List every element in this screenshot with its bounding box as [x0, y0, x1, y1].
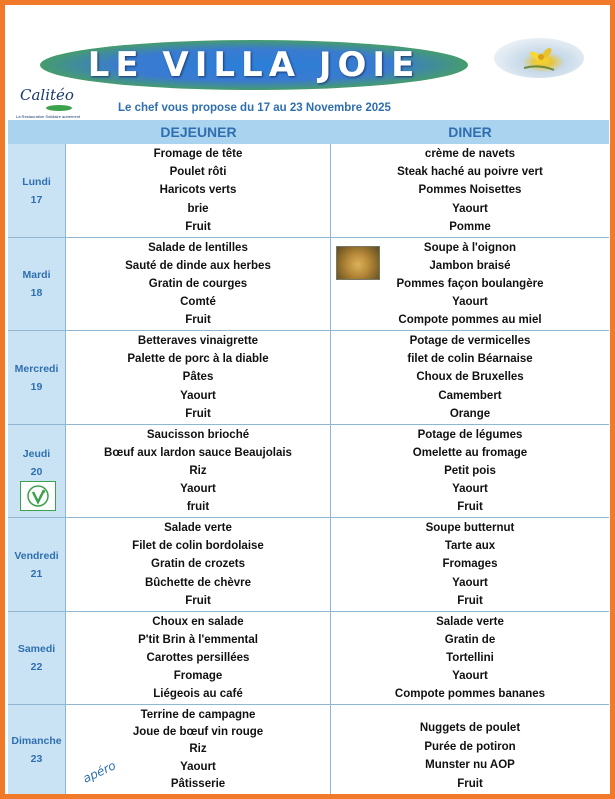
dinner-dish: Salade verte	[436, 616, 504, 628]
day-date: 22	[30, 661, 43, 673]
lunch-dish: Bœuf aux lardon sauce Beaujolais	[104, 447, 292, 459]
logo-text: Calitéo	[20, 86, 74, 104]
day-name: Lundi	[22, 175, 51, 188]
lunch-dish: Riz	[189, 465, 207, 477]
title-banner	[40, 40, 468, 90]
flower-photo	[494, 38, 584, 78]
lunch-dish: Sauté de dinde aux herbes	[125, 260, 271, 272]
day-date: 18	[30, 287, 43, 299]
lunch-dish: Yaourt	[180, 483, 216, 495]
day-row-dimanche	[8, 705, 609, 794]
table-header	[8, 120, 609, 144]
lunch-dish: Pâtisserie	[170, 778, 226, 791]
dinner-dish: Omelette au fromage	[412, 447, 528, 459]
dinner-dish: Fruit	[457, 594, 483, 607]
lunch-dish: Fruit	[185, 220, 211, 233]
day-date: 17	[30, 193, 43, 206]
lunch-dish: Betteraves vinaigrette	[137, 335, 259, 348]
day-label	[8, 238, 66, 330]
dinner-dish: Munster nu AOP	[425, 759, 515, 772]
dinner-dish: Pommes façon boulangère	[396, 278, 544, 290]
lunch-cell	[66, 705, 331, 794]
day-name: Vendredi	[14, 549, 59, 562]
day-row-mercredi	[8, 331, 609, 425]
day-date: 20	[30, 466, 43, 478]
day-label	[8, 612, 66, 704]
lunch-dish: Fromage	[173, 670, 223, 682]
lunch-dish: Liégeois au café	[153, 688, 243, 700]
dinner-dish: filet de colin Béarnaise	[407, 353, 533, 366]
dinner-dish: Yaourt	[452, 483, 488, 495]
dinner-dish: Yaourt	[452, 576, 488, 589]
day-date: 19	[30, 380, 43, 393]
lunch-dish: Gratin de crozets	[151, 558, 245, 571]
dinner-cell	[331, 612, 609, 704]
dinner-header: DINER	[448, 124, 492, 140]
menu-period: Le chef vous propose du 17 au 23 Novembre 2025	[118, 102, 391, 114]
dinner-dish: Petit pois	[444, 465, 496, 477]
lunch-dish: Bûchette de chèvre	[144, 576, 252, 589]
day-label	[8, 705, 66, 794]
lunch-cell	[66, 612, 331, 704]
day-row-samedi	[8, 612, 609, 705]
dinner-dish: crème de navets	[424, 148, 516, 161]
dinner-dish: Jambon braisé	[429, 260, 511, 272]
lunch-dish: Poulet rôti	[169, 166, 227, 179]
lunch-dish: Fruit	[185, 314, 211, 326]
lunch-cell	[66, 144, 331, 237]
lunch-dish: P'tit Brin à l'emmental	[138, 634, 258, 646]
dinner-cell	[331, 331, 609, 424]
day-row-jeudi	[8, 425, 609, 518]
lunch-dish: Palette de porc à la diable	[127, 353, 269, 366]
dinner-dish: Yaourt	[452, 202, 488, 215]
dinner-dish: Tarte aux	[444, 540, 496, 553]
vegetarian-leaf-icon	[25, 484, 51, 508]
lunch-dish: Gratin de courges	[148, 278, 248, 290]
dinner-dish: Camembert	[438, 389, 502, 402]
page-title: LE VILLA JOIE	[87, 45, 421, 85]
dinner-dish: Steak haché au poivre vert	[397, 166, 543, 179]
lunch-dish: fruit	[186, 501, 210, 513]
lunch-dish: Salade verte	[164, 522, 232, 535]
lunch-cell	[66, 238, 331, 330]
dinner-dish: Choux de Bruxelles	[416, 371, 524, 384]
dinner-dish: Purée de potiron	[424, 740, 516, 753]
lunch-dish: Yaourt	[180, 760, 216, 773]
lunch-cell	[66, 331, 331, 424]
dinner-dish: Potage de légumes	[417, 429, 523, 441]
lunch-dish: Joue de bœuf vin rouge	[132, 726, 264, 739]
day-row-mardi	[8, 238, 609, 331]
lunch-dish: Pâtes	[182, 371, 214, 384]
lunch-dish: Salade de lentilles	[148, 242, 248, 254]
lunch-dish: Choux en salade	[152, 616, 244, 628]
dinner-dish: Fruit	[457, 777, 483, 790]
lunch-dish: Fruit	[185, 407, 211, 420]
dinner-cell	[331, 238, 609, 330]
lunch-dish: brie	[187, 202, 209, 215]
lunch-cell	[66, 425, 331, 517]
dinner-dish: Gratin de	[444, 634, 496, 646]
dinner-dish: Potage de vermicelles	[409, 335, 531, 348]
dinner-dish: Pommes Noisettes	[418, 184, 522, 197]
lunch-dish: Comté	[180, 296, 216, 308]
lunch-dish: Filet de colin bordolaise	[132, 540, 264, 553]
day-name: Mercredi	[14, 362, 59, 375]
dinner-dish: Soupe à l'oignon	[423, 242, 517, 254]
lunch-dish: Fruit	[185, 594, 211, 607]
lunch-dish: Carottes persillées	[146, 652, 250, 664]
vegetarian-badge	[20, 481, 56, 511]
day-name: Dimanche	[11, 734, 62, 747]
lunch-dish: Riz	[189, 743, 207, 756]
dinner-dish: Soupe butternut	[425, 522, 515, 535]
dinner-dish: Orange	[449, 407, 491, 420]
lunch-header: DEJEUNER	[160, 124, 237, 140]
logo-tagline: La Restauration Solidaire autrement	[16, 114, 81, 119]
dinner-dish: Compote pommes bananes	[394, 688, 546, 700]
dinner-dish: Tortellini	[446, 652, 494, 664]
dinner-dish: Fromages	[442, 558, 498, 571]
lunch-cell	[66, 518, 331, 611]
day-name: Jeudi	[22, 448, 51, 460]
day-name: Mardi	[22, 269, 51, 281]
day-row-lundi	[8, 144, 609, 238]
dinner-dish: Fruit	[457, 501, 483, 513]
logo-swoosh-icon	[46, 105, 72, 111]
apero-text: apéro	[80, 758, 118, 786]
dinner-cell	[331, 518, 609, 611]
dinner-dish: Yaourt	[452, 670, 488, 682]
dinner-dish: Compote pommes au miel	[398, 314, 542, 326]
flower-icon	[494, 38, 584, 78]
dinner-dish: Nuggets de poulet	[419, 722, 521, 735]
day-label	[8, 144, 66, 237]
dinner-cell	[331, 144, 609, 237]
lunch-dish: Yaourt	[180, 389, 216, 402]
lunch-dish: Fromage de tête	[153, 148, 243, 161]
lunch-dish: Terrine de campagne	[140, 708, 256, 721]
menu-table	[8, 120, 609, 794]
dinner-dish: Pomme	[449, 220, 491, 233]
dinner-cell	[331, 705, 609, 794]
day-date: 21	[30, 567, 43, 580]
dinner-cell	[331, 425, 609, 517]
day-row-vendredi	[8, 518, 609, 612]
soup-photo	[336, 246, 380, 280]
dinner-dish: Yaourt	[452, 296, 488, 308]
lunch-dish: Haricots verts	[159, 184, 237, 197]
lunch-dish: Saucisson brioché	[146, 429, 250, 441]
day-label	[8, 518, 66, 611]
day-label	[8, 331, 66, 424]
day-name: Samedi	[17, 643, 56, 655]
day-date: 23	[30, 752, 43, 765]
